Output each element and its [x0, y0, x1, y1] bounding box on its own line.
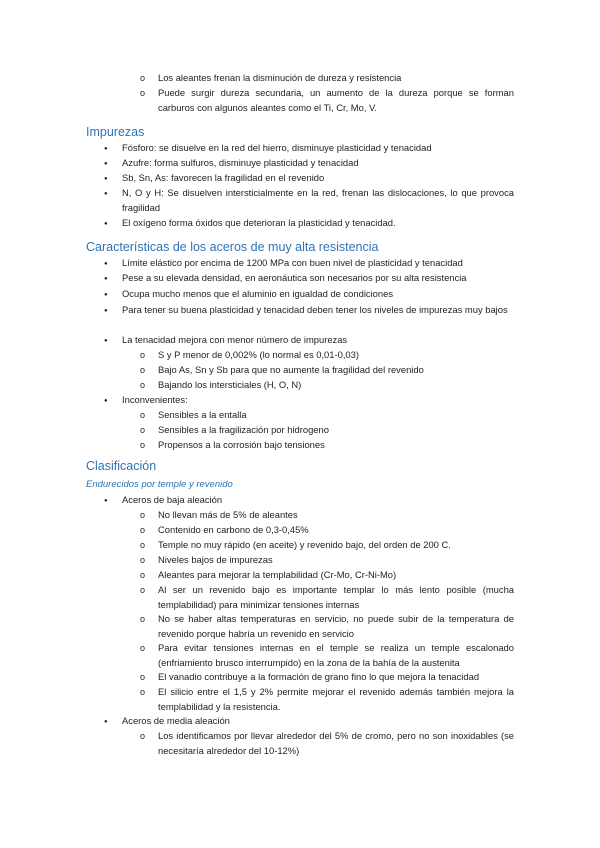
list-item: N, O y H: Se disuelven intersticialmente en la red, frenan las dislocaciones, lo que provoca fragilidad: [122, 187, 514, 213]
list-item: Límite elástico por encima de 1200 MPa con buen nivel de plasticidad y tenacidad: [122, 257, 463, 268]
list-item: Al ser un revenido bajo es importante templar lo más lento posible (mucha templabilidad) para minimizar tensiones internas: [158, 584, 514, 610]
list-item: Azufre: forma sulfuros, disminuye plasticidad y tenacidad: [122, 157, 359, 168]
list-item: Los identificamos por llevar alrededor del 5% de cromo, pero no son inoxidables (se necesitaría alrededor del 10-12%): [158, 730, 514, 756]
section-heading-impurezas: Impurezas: [86, 125, 145, 139]
sub-bullet-marker: [140, 670, 145, 685]
list-item: Bajando los intersticiales (H, O, N): [158, 379, 302, 390]
list-item: Bajo As, Sn y Sb para que no aumente la fragilidad del revenido: [158, 364, 424, 375]
sub-bullet-marker: [140, 423, 145, 438]
list-item: Propensos a la corrosión bajo tensiones: [158, 439, 325, 450]
sub-bullet-marker: [140, 71, 145, 86]
bullet-marker: [104, 156, 108, 172]
list-item: Para evitar tensiones internas en el temple se realiza un temple escalonado (enfriamiento brusco interrumpido) en la zona de la bahía de la austenita: [158, 642, 514, 668]
section-heading-clasificacion: Clasificación: [86, 459, 157, 473]
sub-bullet-marker: [140, 363, 145, 378]
list-item: Pese a su elevada densidad, en aeronáutica son necesarios por su alta resistencia: [122, 272, 467, 283]
sub-bullet-marker: [140, 553, 145, 568]
list-item: Fósforo: se disuelve en la red del hierro, disminuye plasticidad y tenacidad: [122, 142, 432, 153]
bullet-marker: [104, 493, 108, 509]
sub-bullet-marker: [140, 86, 145, 101]
bullet-marker: [104, 186, 108, 202]
sub-bullet-marker: [140, 538, 145, 553]
list-item: Aleantes para mejorar la templabilidad (Cr-Mo, Cr-Ni-Mo): [158, 569, 397, 580]
list-item: La tenacidad mejora con menor número de impurezas: [122, 334, 348, 345]
sub-bullet-marker: [140, 438, 145, 453]
sub-bullet-marker: [140, 408, 145, 423]
list-item: Aceros de media aleación: [122, 715, 230, 726]
bullet-marker: [104, 714, 108, 730]
sub-bullet-marker: [140, 568, 145, 583]
list-item: Para tener su buena plasticidad y tenacidad deben tener los niveles de impurezas muy bajos: [122, 304, 508, 315]
sub-bullet-marker: [140, 641, 145, 656]
sub-bullet-marker: [140, 523, 145, 538]
sub-bullet-marker: [140, 685, 145, 700]
bullet-marker: [104, 216, 108, 232]
sub-bullet-marker: [140, 612, 145, 627]
list-item: Temple no muy rápido (en aceite) y revenido bajo, del orden de 200 C.: [158, 539, 451, 550]
subsection-heading: Endurecidos por temple y revenido: [86, 479, 233, 490]
list-item: El vanadio contribuye a la formación de grano fino lo que mejora la tenacidad: [158, 671, 480, 682]
list-item: Ocupa mucho menos que el aluminio en igualdad de condiciones: [122, 288, 394, 299]
list-item: El silicio entre el 1,5 y 2% permite mejorar el revenido además también mejora la templabilidad y la resistencia.: [158, 686, 514, 712]
list-item: Niveles bajos de impurezas: [158, 554, 273, 565]
bullet-marker: [104, 141, 108, 157]
list-item: Aceros de baja aleación: [122, 494, 223, 505]
sub-bullet-marker: [140, 729, 145, 744]
bullet-marker: [104, 393, 108, 409]
bullet-marker: [104, 287, 108, 303]
list-item: Contenido en carbono de 0,3-0,45%: [158, 524, 309, 535]
bullet-marker: [104, 256, 108, 272]
bullet-marker: [104, 271, 108, 287]
list-item: No se haber altas temperaturas en servicio, no puede subir de la temperatura de revenido porque habría un revenido en servicio: [158, 613, 514, 639]
sub-bullet-marker: [140, 378, 145, 393]
list-item: El oxígeno forma óxidos que deterioran la plasticidad y tenacidad.: [122, 217, 396, 228]
sub-bullet-marker: [140, 583, 145, 598]
list-item: Sb, Sn, As: favorecen la fragilidad en el revenido: [122, 172, 325, 183]
sub-bullet-marker: [140, 508, 145, 523]
section-heading-caracteristicas: Características de los aceros de muy alta resistencia: [86, 240, 379, 254]
list-item: No llevan más de 5% de aleantes: [158, 509, 298, 520]
bullet-marker: [104, 333, 108, 349]
list-item: Inconvenientes:: [122, 394, 188, 405]
list-item: Sensibles a la entalla: [158, 409, 247, 420]
sub-bullet-marker: [140, 348, 145, 363]
bullet-marker: [104, 171, 108, 187]
list-item: Sensibles a la fragilización por hidrogeno: [158, 424, 329, 435]
list-item: S y P menor de 0,002% (lo normal es 0,01-0,03): [158, 349, 359, 360]
list-item: Los aleantes frenan la disminución de dureza y resistencia: [158, 72, 402, 83]
list-item: Puede surgir dureza secundaria, un aumento de la dureza porque se forman carburos con algunos aleantes como el Ti, Cr, Mo, V.: [158, 87, 514, 113]
bullet-marker: [104, 303, 108, 319]
